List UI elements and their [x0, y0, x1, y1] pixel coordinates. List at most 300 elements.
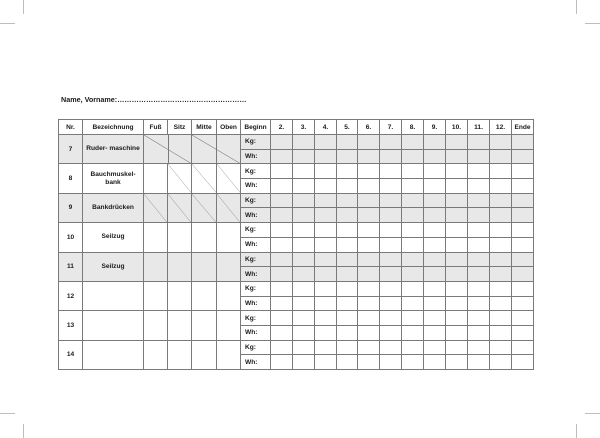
entry-cell[interactable]: [512, 267, 534, 282]
exercise-name[interactable]: Seilzug: [83, 252, 144, 281]
crop-mark: [585, 413, 600, 414]
entry-cell[interactable]: [380, 179, 402, 194]
diagonal-line: [217, 164, 240, 192]
setting-sitz-cell[interactable]: [168, 311, 192, 340]
entry-cell[interactable]: [446, 135, 468, 150]
entry-cell[interactable]: [271, 281, 293, 296]
entry-cell[interactable]: [271, 179, 293, 194]
entry-cell[interactable]: [358, 296, 380, 311]
kg-label: Kg:: [241, 193, 271, 208]
entry-cell[interactable]: [424, 252, 446, 267]
table-row: [59, 223, 534, 238]
entry-cell[interactable]: [424, 237, 446, 252]
entry-cell[interactable]: [315, 252, 337, 267]
entry-cell[interactable]: [358, 164, 380, 179]
entry-cell[interactable]: [380, 340, 402, 355]
entry-cell[interactable]: [446, 296, 468, 311]
entry-cell[interactable]: [446, 267, 468, 282]
entry-cell[interactable]: [402, 164, 424, 179]
column-header: Fuß: [144, 120, 168, 135]
entry-cell[interactable]: [271, 325, 293, 340]
column-header: Oben: [217, 120, 241, 135]
entry-cell[interactable]: [424, 325, 446, 340]
kg-label: Kg:: [241, 135, 271, 150]
entry-cell[interactable]: [446, 355, 468, 370]
entry-cell[interactable]: [490, 325, 512, 340]
setting-mitte-cell: [192, 193, 217, 222]
entry-cell[interactable]: [490, 252, 512, 267]
entry-cell[interactable]: [512, 296, 534, 311]
row-number: 11: [59, 252, 83, 281]
crop-mark: [23, 0, 24, 14]
entry-cell[interactable]: [490, 135, 512, 150]
entry-cell[interactable]: [337, 223, 358, 238]
setting-sitz-cell[interactable]: [168, 223, 192, 252]
entry-cell[interactable]: [271, 355, 293, 370]
entry-cell[interactable]: [424, 340, 446, 355]
entry-cell[interactable]: [490, 208, 512, 223]
entry-cell[interactable]: [512, 281, 534, 296]
entry-cell[interactable]: [424, 179, 446, 194]
entry-cell[interactable]: [512, 193, 534, 208]
setting-sitz-cell: [168, 193, 192, 222]
entry-cell[interactable]: [358, 223, 380, 238]
entry-cell[interactable]: [337, 135, 358, 150]
entry-cell[interactable]: [468, 135, 490, 150]
entry-cell[interactable]: [490, 193, 512, 208]
diagonal-line: [168, 194, 191, 222]
entry-cell[interactable]: [380, 193, 402, 208]
entry-cell[interactable]: [271, 135, 293, 150]
entry-cell[interactable]: [446, 237, 468, 252]
entry-cell[interactable]: [446, 252, 468, 267]
setting-fuss-cell[interactable]: [144, 340, 168, 369]
entry-cell[interactable]: [468, 296, 490, 311]
entry-cell[interactable]: [380, 281, 402, 296]
entry-cell[interactable]: [402, 193, 424, 208]
entry-cell[interactable]: [468, 237, 490, 252]
entry-cell[interactable]: [402, 325, 424, 340]
setting-oben-cell[interactable]: [217, 340, 241, 369]
entry-cell[interactable]: [315, 208, 337, 223]
entry-cell[interactable]: [337, 164, 358, 179]
entry-cell[interactable]: [293, 193, 315, 208]
entry-cell[interactable]: [490, 164, 512, 179]
entry-cell[interactable]: [512, 223, 534, 238]
entry-cell[interactable]: [446, 340, 468, 355]
entry-cell[interactable]: [380, 296, 402, 311]
wh-label: Wh:: [241, 149, 271, 164]
diagonal-line: [217, 194, 240, 222]
setting-fuss-cell: [144, 193, 168, 222]
entry-cell[interactable]: [402, 223, 424, 238]
entry-cell[interactable]: [446, 223, 468, 238]
entry-cell[interactable]: [402, 311, 424, 326]
crop-mark: [576, 424, 577, 438]
entry-cell[interactable]: [337, 311, 358, 326]
setting-sitz-cell[interactable]: [168, 252, 192, 281]
entry-cell[interactable]: [512, 179, 534, 194]
entry-cell[interactable]: [380, 252, 402, 267]
entry-cell[interactable]: [358, 237, 380, 252]
exercise-name[interactable]: Ruder- maschine: [83, 135, 144, 164]
setting-mitte-cell[interactable]: [192, 311, 217, 340]
entry-cell[interactable]: [293, 267, 315, 282]
entry-cell[interactable]: [293, 164, 315, 179]
name-field[interactable]: [61, 95, 247, 104]
entry-cell[interactable]: [424, 193, 446, 208]
entry-cell[interactable]: [424, 311, 446, 326]
entry-cell[interactable]: [337, 252, 358, 267]
entry-cell[interactable]: [293, 237, 315, 252]
entry-cell[interactable]: [468, 223, 490, 238]
entry-cell[interactable]: [337, 296, 358, 311]
column-header: 4.: [315, 120, 337, 135]
entry-cell[interactable]: [380, 149, 402, 164]
entry-cell[interactable]: [337, 179, 358, 194]
entry-cell[interactable]: [315, 164, 337, 179]
setting-fuss-cell: [144, 135, 192, 164]
entry-cell[interactable]: [490, 267, 512, 282]
entry-cell[interactable]: [446, 193, 468, 208]
entry-cell[interactable]: [424, 281, 446, 296]
entry-cell[interactable]: [490, 223, 512, 238]
entry-cell[interactable]: [468, 193, 490, 208]
entry-cell[interactable]: [468, 252, 490, 267]
entry-cell[interactable]: [337, 193, 358, 208]
kg-label: Kg:: [241, 311, 271, 326]
entry-cell[interactable]: [402, 355, 424, 370]
entry-cell[interactable]: [271, 164, 293, 179]
entry-cell[interactable]: [337, 281, 358, 296]
wh-label: Wh:: [241, 325, 271, 340]
entry-cell[interactable]: [490, 149, 512, 164]
entry-cell[interactable]: [358, 340, 380, 355]
table-row: [59, 340, 534, 355]
entry-cell[interactable]: [315, 340, 337, 355]
entry-cell[interactable]: [402, 135, 424, 150]
diagonal-line: [144, 194, 167, 222]
setting-fuss-cell[interactable]: [144, 164, 168, 193]
entry-cell[interactable]: [271, 311, 293, 326]
header-row: [59, 120, 534, 135]
entry-cell[interactable]: [424, 149, 446, 164]
entry-cell[interactable]: [293, 179, 315, 194]
setting-oben-cell[interactable]: [217, 252, 241, 281]
kg-label: Kg:: [241, 252, 271, 267]
column-header: 6.: [358, 120, 380, 135]
entry-cell[interactable]: [293, 311, 315, 326]
entry-cell[interactable]: [424, 267, 446, 282]
entry-cell[interactable]: [424, 135, 446, 150]
entry-cell[interactable]: [446, 281, 468, 296]
table-row: [59, 193, 534, 208]
exercise-name[interactable]: [83, 281, 144, 310]
wh-label: Wh:: [241, 208, 271, 223]
entry-cell[interactable]: [271, 237, 293, 252]
entry-cell[interactable]: [512, 237, 534, 252]
setting-mitte-cell[interactable]: [192, 252, 217, 281]
entry-cell[interactable]: [271, 208, 293, 223]
entry-cell[interactable]: [402, 237, 424, 252]
entry-cell[interactable]: [402, 267, 424, 282]
entry-cell[interactable]: [358, 135, 380, 150]
entry-cell[interactable]: [424, 208, 446, 223]
diagonal-line: [168, 164, 191, 192]
entry-cell[interactable]: [315, 179, 337, 194]
setting-sitz-cell[interactable]: [168, 281, 192, 310]
column-header: 8.: [402, 120, 424, 135]
entry-cell[interactable]: [468, 325, 490, 340]
setting-mitte-cell[interactable]: [192, 223, 217, 252]
entry-cell[interactable]: [424, 355, 446, 370]
entry-cell[interactable]: [490, 340, 512, 355]
kg-label: Kg:: [241, 281, 271, 296]
entry-cell[interactable]: [512, 149, 534, 164]
entry-cell[interactable]: [468, 311, 490, 326]
entry-cell[interactable]: [358, 193, 380, 208]
entry-cell[interactable]: [315, 355, 337, 370]
entry-cell[interactable]: [468, 208, 490, 223]
table-row: [59, 135, 534, 150]
exercise-name[interactable]: Bauchmuskel- bank: [83, 164, 144, 193]
setting-sitz-cell: [168, 164, 192, 193]
entry-cell[interactable]: [271, 267, 293, 282]
entry-cell[interactable]: [337, 340, 358, 355]
entry-cell[interactable]: [293, 208, 315, 223]
entry-cell[interactable]: [512, 208, 534, 223]
setting-sitz-cell[interactable]: [168, 340, 192, 369]
setting-mitte-cell[interactable]: [192, 340, 217, 369]
entry-cell[interactable]: [490, 179, 512, 194]
table-row: [59, 252, 534, 267]
entry-cell[interactable]: [315, 281, 337, 296]
setting-oben-cell: [217, 164, 241, 193]
wh-label: Wh:: [241, 179, 271, 194]
entry-cell[interactable]: [293, 223, 315, 238]
entry-cell[interactable]: [358, 208, 380, 223]
name-blank-line[interactable]: ………………………………………………: [117, 95, 247, 104]
entry-cell[interactable]: [424, 223, 446, 238]
row-number: 7: [59, 135, 83, 164]
entry-cell[interactable]: [446, 179, 468, 194]
entry-cell[interactable]: [315, 193, 337, 208]
entry-cell[interactable]: [315, 325, 337, 340]
entry-cell[interactable]: [293, 135, 315, 150]
setting-fuss-cell[interactable]: [144, 252, 168, 281]
entry-cell[interactable]: [468, 281, 490, 296]
table-row: [59, 281, 534, 296]
setting-mitte-cell[interactable]: [192, 281, 217, 310]
wh-label: Wh:: [241, 267, 271, 282]
entry-cell[interactable]: [271, 252, 293, 267]
entry-cell[interactable]: [380, 237, 402, 252]
entry-cell[interactable]: [512, 252, 534, 267]
entry-cell[interactable]: [380, 325, 402, 340]
entry-cell[interactable]: [380, 135, 402, 150]
kg-label: Kg:: [241, 164, 271, 179]
entry-cell[interactable]: [468, 179, 490, 194]
entry-cell[interactable]: [315, 149, 337, 164]
row-number: 12: [59, 281, 83, 310]
entry-cell[interactable]: [358, 311, 380, 326]
setting-oben-cell[interactable]: [217, 223, 241, 252]
crop-mark: [23, 424, 24, 438]
row-number: 14: [59, 340, 83, 369]
entry-cell[interactable]: [380, 208, 402, 223]
crop-mark: [585, 23, 600, 24]
entry-cell[interactable]: [315, 296, 337, 311]
entry-cell[interactable]: [446, 164, 468, 179]
entry-cell[interactable]: [424, 296, 446, 311]
crop-mark: [0, 23, 15, 24]
crop-mark: [0, 413, 15, 414]
entry-cell[interactable]: [468, 267, 490, 282]
diagonal-line: [192, 194, 216, 222]
entry-cell[interactable]: [337, 208, 358, 223]
entry-cell[interactable]: [512, 311, 534, 326]
entry-cell[interactable]: [315, 135, 337, 150]
column-header: Mitte: [192, 120, 217, 135]
entry-cell[interactable]: [446, 149, 468, 164]
exercise-name[interactable]: Bankdrücken: [83, 193, 144, 222]
entry-cell[interactable]: [380, 355, 402, 370]
column-header: Beginn: [241, 120, 271, 135]
wh-label: Wh:: [241, 355, 271, 370]
entry-cell[interactable]: [358, 325, 380, 340]
setting-mitte-cell: [192, 135, 241, 164]
row-number: 13: [59, 311, 83, 340]
entry-cell[interactable]: [446, 311, 468, 326]
entry-cell[interactable]: [446, 208, 468, 223]
entry-cell[interactable]: [446, 325, 468, 340]
entry-cell[interactable]: [512, 164, 534, 179]
wh-label: Wh:: [241, 237, 271, 252]
column-header: 3.: [293, 120, 315, 135]
kg-label: Kg:: [241, 340, 271, 355]
column-header: 12.: [490, 120, 512, 135]
entry-cell[interactable]: [512, 325, 534, 340]
entry-cell[interactable]: [468, 340, 490, 355]
entry-cell[interactable]: [490, 281, 512, 296]
column-header: Sitz: [168, 120, 192, 135]
entry-cell[interactable]: [293, 325, 315, 340]
entry-cell[interactable]: [358, 281, 380, 296]
crop-mark: [576, 0, 577, 14]
entry-cell[interactable]: [315, 267, 337, 282]
entry-cell[interactable]: [271, 149, 293, 164]
entry-cell[interactable]: [293, 252, 315, 267]
exercise-name[interactable]: Seilzug: [83, 223, 144, 252]
entry-cell[interactable]: [402, 296, 424, 311]
row-number: 8: [59, 164, 83, 193]
entry-cell[interactable]: [358, 252, 380, 267]
entry-cell[interactable]: [337, 149, 358, 164]
entry-cell[interactable]: [468, 149, 490, 164]
table-row: [59, 164, 534, 179]
entry-cell[interactable]: [402, 208, 424, 223]
entry-cell[interactable]: [358, 267, 380, 282]
setting-fuss-cell[interactable]: [144, 223, 168, 252]
entry-cell[interactable]: [380, 164, 402, 179]
entry-cell[interactable]: [293, 340, 315, 355]
entry-cell[interactable]: [337, 237, 358, 252]
table-row: [59, 311, 534, 326]
entry-cell[interactable]: [337, 355, 358, 370]
entry-cell[interactable]: [271, 340, 293, 355]
setting-fuss-cell[interactable]: [144, 311, 168, 340]
entry-cell[interactable]: [271, 296, 293, 311]
column-header: Bezeichnung: [83, 120, 144, 135]
column-header: 7.: [380, 120, 402, 135]
column-header: 11.: [468, 120, 490, 135]
entry-cell[interactable]: [468, 164, 490, 179]
entry-cell[interactable]: [358, 149, 380, 164]
setting-mitte-cell: [192, 164, 217, 193]
entry-cell[interactable]: [512, 340, 534, 355]
entry-cell[interactable]: [293, 149, 315, 164]
column-header: 2.: [271, 120, 293, 135]
entry-cell[interactable]: [402, 340, 424, 355]
entry-cell[interactable]: [490, 355, 512, 370]
setting-fuss-cell[interactable]: [144, 281, 168, 310]
entry-cell[interactable]: [315, 237, 337, 252]
entry-cell[interactable]: [402, 179, 424, 194]
entry-cell[interactable]: [512, 135, 534, 150]
entry-cell[interactable]: [468, 355, 490, 370]
entry-cell[interactable]: [490, 237, 512, 252]
entry-cell[interactable]: [293, 296, 315, 311]
entry-cell[interactable]: [271, 193, 293, 208]
exercise-name[interactable]: [83, 311, 144, 340]
setting-oben-cell[interactable]: [217, 281, 241, 310]
setting-oben-cell[interactable]: [217, 311, 241, 340]
entry-cell[interactable]: [358, 355, 380, 370]
row-number: 10: [59, 223, 83, 252]
entry-cell[interactable]: [293, 281, 315, 296]
entry-cell[interactable]: [402, 149, 424, 164]
entry-cell[interactable]: [424, 164, 446, 179]
column-header: 9.: [424, 120, 446, 135]
exercise-name[interactable]: [83, 340, 144, 369]
entry-cell[interactable]: [490, 296, 512, 311]
column-header: Nr.: [59, 120, 83, 135]
diagonal-line: [192, 164, 216, 192]
column-header: 5.: [337, 120, 358, 135]
entry-cell[interactable]: [512, 355, 534, 370]
training-table: [58, 119, 534, 370]
entry-cell[interactable]: [337, 267, 358, 282]
entry-cell[interactable]: [271, 223, 293, 238]
column-header: 10.: [446, 120, 468, 135]
entry-cell[interactable]: [337, 325, 358, 340]
entry-cell[interactable]: [380, 223, 402, 238]
entry-cell[interactable]: [315, 311, 337, 326]
entry-cell[interactable]: [380, 267, 402, 282]
kg-label: Kg:: [241, 223, 271, 238]
entry-cell[interactable]: [402, 252, 424, 267]
entry-cell[interactable]: [358, 179, 380, 194]
wh-label: Wh:: [241, 296, 271, 311]
entry-cell[interactable]: [293, 355, 315, 370]
column-header: Ende: [512, 120, 534, 135]
entry-cell[interactable]: [402, 281, 424, 296]
entry-cell[interactable]: [490, 311, 512, 326]
entry-cell[interactable]: [315, 223, 337, 238]
entry-cell[interactable]: [380, 311, 402, 326]
setting-oben-cell: [217, 193, 241, 222]
row-number: 9: [59, 193, 83, 222]
